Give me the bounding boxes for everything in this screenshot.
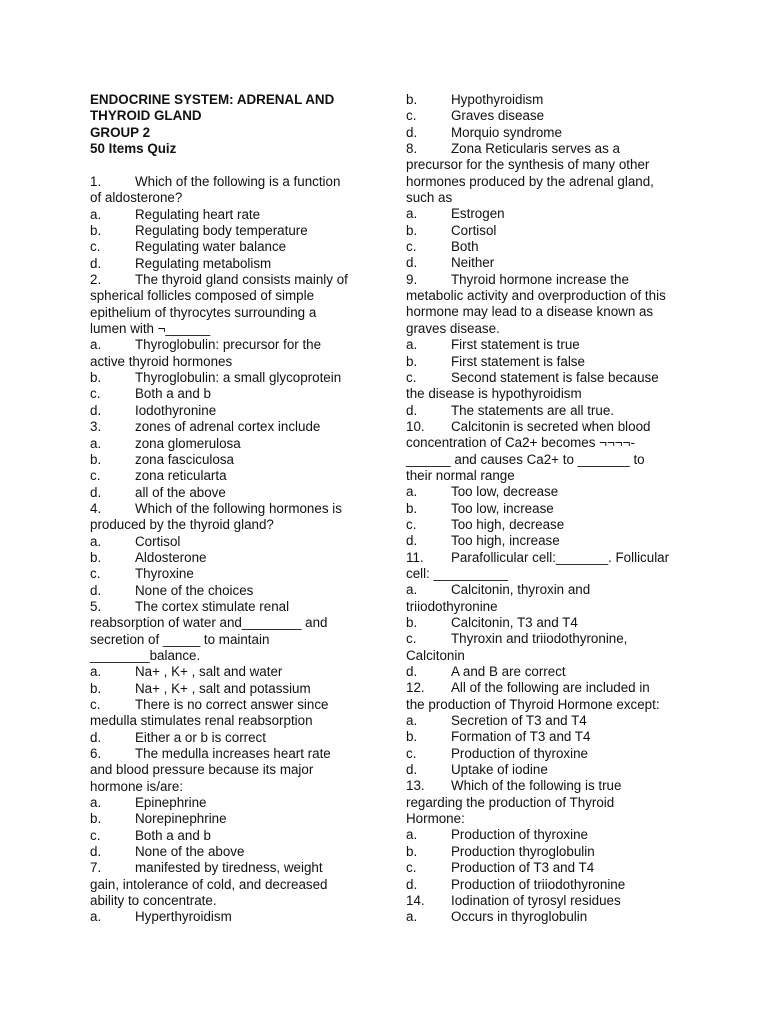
line-text: The cortex stimulate renal [135,598,290,614]
text-line [90,779,358,795]
item-marker: b. [90,680,102,696]
left-column [90,92,358,926]
line-text: secretion of _____ to maintain [90,631,270,647]
line-text: hormone is/are: [90,778,184,794]
spacer [90,158,358,174]
item-marker: a. [90,206,102,222]
line-text: ________balance. [90,647,201,663]
item-marker: a. [90,435,102,451]
item-marker: c. [90,827,101,843]
line-text: Neither [451,255,495,271]
item-marker: d. [90,844,102,860]
line-text: Second statement is false because [451,369,659,385]
text-line [90,370,358,386]
line-text: The thyroid gland consists mainly of [135,272,348,288]
line-text: Production of T3 and T4 [451,860,595,876]
item-marker: b. [406,500,418,516]
text-line [406,697,680,713]
text-line [90,893,358,909]
text-line [90,550,358,566]
text-line [406,599,680,615]
line-text: zona reticularta [135,468,227,484]
line-text: Too high, decrease [451,516,565,532]
item-marker: a. [406,827,418,843]
line-text: Na+ , K+ , salt and water [135,664,283,680]
item-marker: b. [406,615,418,630]
line-text: All of the following are included in [451,680,650,696]
text-line [90,828,358,844]
line-text: Iodination of tyrosyl residues [451,892,621,908]
text-line [406,746,680,762]
text-line [406,354,680,370]
line-text: The statements are all true. [451,402,614,418]
text-line [90,436,358,452]
line-text: the disease is hypothyroidism [406,386,582,402]
text-line [90,239,358,255]
text-line [406,827,680,843]
item-marker: a. [406,582,418,598]
text-line [406,452,680,468]
text-line [406,92,680,108]
item-marker: c. [406,369,417,385]
item-marker: b. [90,451,102,467]
text-line [90,599,358,615]
line-text: Thyroxine [135,566,194,582]
text-line [406,108,680,124]
text-line [90,190,358,206]
line-text: Calcitonin, thyroxin and [451,582,591,598]
line-text: concentration of Ca2+ becomes ¬¬¬¬- [406,435,635,451]
text-line [90,288,358,304]
text-line [406,321,680,337]
item-marker: b. [90,223,102,239]
text-line [90,386,358,402]
line-text: Both a and b [135,386,211,402]
line-text: Thyroid hormone increase the [451,271,629,287]
text-line [406,615,680,631]
right-column [406,92,680,926]
text-line [90,256,358,272]
line-text: Cortisol [135,533,181,549]
line-text: spherical follicles composed of simple [90,288,315,304]
line-text: regarding the production of Thyroid [406,794,615,810]
item-marker: c. [90,468,101,484]
text-line [90,485,358,501]
line-text: Hormone: [406,811,465,827]
item-marker: c. [406,108,417,124]
item-marker: c. [90,566,101,582]
text-line [90,615,358,631]
text-line [90,337,358,353]
line-text: Aldosterone [135,549,207,565]
item-marker: d. [90,729,102,745]
item-marker: c. [90,239,101,255]
text-line [90,517,358,533]
text-line [406,877,680,893]
line-text: manifested by tiredness, weight [135,860,323,876]
text-line [406,778,680,794]
item-marker: a. [90,337,102,353]
item-marker: d. [406,664,418,680]
line-text: graves disease. [406,320,500,336]
left-question-list [90,174,358,926]
line-text: metabolic activity and overproduction of this [406,288,666,304]
text-line [90,762,358,778]
item-marker: d. [90,402,102,418]
item-marker: c. [90,386,101,402]
item-marker: d. [406,402,418,418]
item-marker: d. [406,762,418,778]
text-line [90,681,358,697]
text-line [406,664,680,680]
line-text: hormones produced by the adrenal gland, [406,173,654,189]
item-marker: a. [406,206,418,222]
item-marker: 7. [90,860,102,876]
item-marker: a. [90,664,102,680]
text-line [90,354,358,370]
text-line [406,435,680,451]
item-marker: d. [90,484,102,500]
line-text: active thyroid hormones [90,353,233,369]
text-line [406,909,680,925]
text-line [90,844,358,860]
line-text: Either a or b is correct [135,729,266,745]
item-marker: 8. [406,141,418,157]
line-text: Formation of T3 and T4 [451,729,591,745]
item-marker: 3. [90,419,102,435]
line-text: the production of Thyroid Hormone except: [406,696,660,712]
text-line [90,419,358,435]
text-line [406,174,680,190]
text-line [90,223,358,239]
text-line [406,141,680,157]
line-text: all of the above [135,484,226,500]
line-text: Calcitonin [406,647,465,663]
line-text: Production of thyroxine [451,745,588,761]
line-text: triiodothyronine [406,598,498,614]
document-title-line-1: ENDOCRINE SYSTEM: ADRENAL AND [90,92,335,107]
line-text: Too low, decrease [451,484,559,500]
text-line [406,844,680,860]
line-text: None of the choices [135,582,254,598]
text-line [90,534,358,550]
text-line [406,713,680,729]
item-marker: 5. [90,598,102,614]
text-line [90,664,358,680]
item-marker: c. [406,516,417,532]
line-text: Estrogen [451,206,505,222]
line-text: Morquio syndrome [451,124,562,140]
text-line [406,550,680,566]
line-text: A and B are correct [451,664,566,680]
text-line [90,909,358,925]
text-line [406,304,680,320]
item-marker: a. [406,337,418,353]
item-marker: 11. [406,549,424,565]
line-text: Cortisol [451,222,497,238]
text-line [90,860,358,876]
text-line [90,648,358,664]
item-marker: c. [406,239,417,255]
right-question-list [406,92,680,926]
text-line [406,762,680,778]
text-line [406,631,680,647]
text-line [90,811,358,827]
item-marker: a. [406,713,418,729]
line-text: hormone may lead to a disease known as [406,304,654,320]
item-marker: d. [406,533,418,549]
text-line [406,893,680,909]
item-marker: d. [90,255,102,271]
item-marker: 10. [406,418,425,434]
item-marker: c. [406,745,417,761]
line-text: Parafollicular cell:_______. Follicular [451,549,670,565]
text-line [90,632,358,648]
line-text: Uptake of iodine [451,762,548,778]
text-line [406,566,680,582]
text-line [406,403,680,419]
text-line [406,680,680,696]
line-text: None of the above [135,844,245,860]
line-text: Production of triiodothyronine [451,876,626,892]
line-text: First statement is false [451,353,585,369]
item-marker: c. [406,631,417,647]
text-line [90,321,358,337]
line-text: precursor for the synthesis of many other [406,157,650,173]
item-marker: b. [90,370,102,386]
line-text: Iodothyronine [135,402,217,418]
line-text: Thyroglobulin: precursor for the [135,337,322,353]
item-marker: a. [406,484,418,500]
line-text: Graves disease [451,108,545,124]
line-text: Which of the following is true [451,778,622,794]
text-line [90,272,358,288]
line-text: Too high, increase [451,533,560,549]
text-line [90,305,358,321]
item-marker: d. [406,124,418,140]
line-text: Na+ , K+ , salt and potassium [135,680,311,696]
line-text: The medulla increases heart rate [135,746,331,762]
line-text: Which of the following is a function [135,174,341,190]
text-line [406,484,680,500]
text-line [406,648,680,664]
text-line [90,174,358,190]
item-marker: a. [90,909,102,925]
text-line [406,223,680,239]
line-text: Regulating heart rate [135,206,261,222]
line-text: and blood pressure because its major [90,762,314,778]
line-text: Norepinephrine [135,811,227,827]
group-label: GROUP 2 [90,124,151,140]
text-line [90,452,358,468]
line-text: Calcitonin, T3 and T4 [451,615,578,630]
line-text: ability to concentrate. [90,893,217,909]
item-marker: c. [406,860,417,876]
line-text: Production of thyroxine [451,827,588,843]
text-line [406,125,680,141]
line-text: Secretion of T3 and T4 [451,713,587,729]
item-marker: b. [406,92,418,107]
line-text: epithelium of thyrocytes surrounding a [90,304,317,320]
text-line [90,746,358,762]
quiz-label: 50 Items Quiz [90,141,177,157]
document-title-line-2: THYROID GLAND [90,108,202,124]
item-marker: 4. [90,500,102,516]
line-text: Hypothyroidism [451,92,544,107]
text-line [406,533,680,549]
text-line [90,795,358,811]
line-text: Too low, increase [451,500,554,516]
text-line [90,730,358,746]
text-line [90,713,358,729]
line-text: Thyroxin and triiodothyronine, [451,631,628,647]
item-marker: b. [406,353,418,369]
line-text: zones of adrenal cortex include [135,419,321,435]
item-marker: b. [90,549,102,565]
text-line [406,517,680,533]
text-line [406,157,680,173]
line-text: produced by the thyroid gland? [90,517,274,533]
text-line [406,206,680,222]
line-text: Which of the following hormones is [135,500,342,516]
text-line [406,419,680,435]
text-line [406,501,680,517]
text-line [90,501,358,517]
item-marker: c. [90,697,101,713]
line-text: Thyroglobulin: a small glycoprotein [135,370,342,386]
text-line [406,337,680,353]
item-marker: d. [406,255,418,271]
text-line [406,386,680,402]
line-text: Hyperthyroidism [135,909,232,925]
line-text: Calcitonin is secreted when blood [451,418,651,434]
text-line [406,288,680,304]
item-marker: 12. [406,680,425,696]
item-marker: b. [90,811,102,827]
item-marker: a. [406,909,418,925]
text-line [90,877,358,893]
text-line [90,583,358,599]
item-marker: 13. [406,778,425,794]
text-line [406,272,680,288]
line-text: ______ and causes Ca2+ to _______ to [406,451,645,467]
item-marker: d. [406,876,418,892]
line-text: Regulating water balance [135,239,287,255]
text-line [90,207,358,223]
line-text: Regulating body temperature [135,223,308,239]
line-text: their normal range [406,467,515,483]
line-text: There is no correct answer since [135,697,329,713]
line-text: medulla stimulates renal reabsorption [90,713,313,729]
text-line [406,729,680,745]
text-line [406,370,680,386]
text-line [406,239,680,255]
line-text: Occurs in thyroglobulin [451,909,588,925]
text-line [406,811,680,827]
text-line [406,795,680,811]
item-marker: 9. [406,271,418,287]
line-text: zona glomerulosa [135,435,241,451]
line-text: First statement is true [451,337,580,353]
line-text: zona fasciculosa [135,451,234,467]
text-line [90,697,358,713]
line-text: such as [406,190,453,206]
line-text: Both a and b [135,827,211,843]
text-line [90,566,358,582]
line-text: cell: __________ [406,565,509,581]
line-text: Epinephrine [135,795,207,811]
item-marker: 1. [90,174,102,190]
line-text: gain, intolerance of cold, and decreased [90,876,328,892]
text-line [90,468,358,484]
text-line [406,190,680,206]
item-marker: 6. [90,746,102,762]
line-text: Both [451,239,479,255]
line-text: reabsorption of water and________ and [90,615,328,631]
line-text: Production thyroglobulin [451,843,595,859]
item-marker: b. [406,222,418,238]
line-text: Regulating metabolism [135,255,272,271]
item-marker: 14. [406,892,425,908]
line-text: Zona Reticularis serves as a [451,141,620,157]
line-text: of aldosterone? [90,190,183,206]
item-marker: a. [90,795,102,811]
item-marker: d. [90,582,102,598]
text-line [406,468,680,484]
item-marker: a. [90,533,102,549]
line-text: lumen with ¬______ [90,321,211,337]
text-line [406,860,680,876]
item-marker: b. [406,843,418,859]
item-marker: 2. [90,272,102,288]
text-line [406,255,680,271]
text-line [90,403,358,419]
text-line [406,582,680,598]
item-marker: b. [406,729,418,745]
